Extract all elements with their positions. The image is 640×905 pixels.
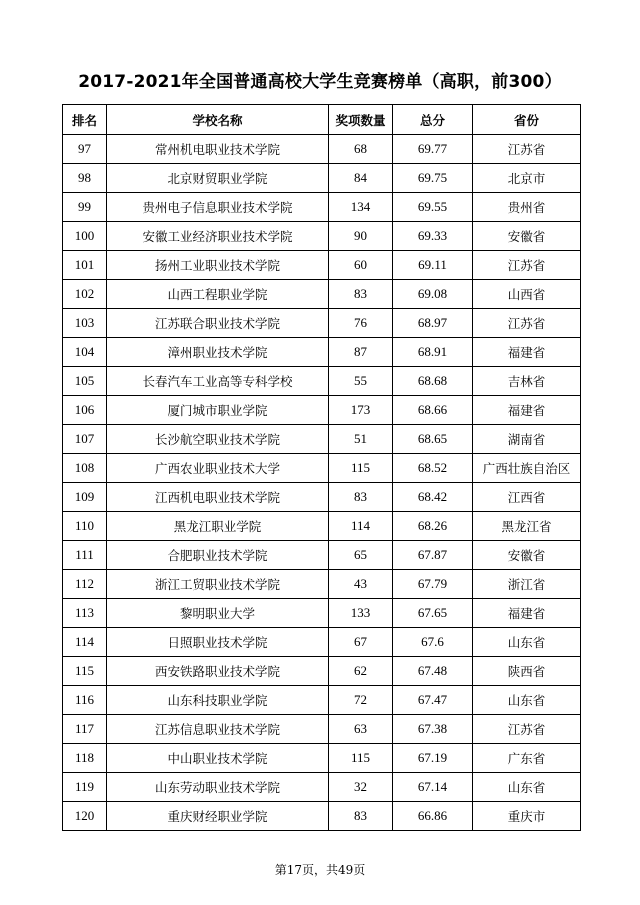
cell-province: 安徽省 [473, 541, 581, 570]
table-row [63, 599, 581, 628]
cell-count: 83 [329, 483, 393, 512]
cell-count: 60 [329, 251, 393, 280]
table-row [63, 280, 581, 309]
cell-province: 北京市 [473, 164, 581, 193]
cell-school: 合肥职业技术学院 [107, 541, 329, 570]
cell-count: 65 [329, 541, 393, 570]
column-header-rank: 排名 [63, 105, 107, 135]
cell-school: 厦门城市职业学院 [107, 396, 329, 425]
table-row [63, 425, 581, 454]
cell-score: 67.48 [393, 657, 473, 686]
table-row [63, 135, 581, 164]
cell-rank: 113 [63, 599, 107, 628]
table-row [63, 715, 581, 744]
table-row [63, 309, 581, 338]
cell-count: 32 [329, 773, 393, 802]
table-row [63, 512, 581, 541]
cell-count: 63 [329, 715, 393, 744]
cell-rank: 104 [63, 338, 107, 367]
cell-rank: 100 [63, 222, 107, 251]
cell-school: 江西机电职业技术学院 [107, 483, 329, 512]
cell-count: 83 [329, 280, 393, 309]
cell-rank: 119 [63, 773, 107, 802]
cell-score: 69.55 [393, 193, 473, 222]
cell-count: 72 [329, 686, 393, 715]
cell-school: 常州机电职业技术学院 [107, 135, 329, 164]
cell-score: 69.77 [393, 135, 473, 164]
cell-school: 长春汽车工业高等专科学校 [107, 367, 329, 396]
cell-rank: 115 [63, 657, 107, 686]
cell-rank: 107 [63, 425, 107, 454]
cell-score: 68.52 [393, 454, 473, 483]
cell-count: 84 [329, 164, 393, 193]
cell-province: 重庆市 [473, 802, 581, 831]
cell-count: 76 [329, 309, 393, 338]
cell-rank: 102 [63, 280, 107, 309]
cell-count: 51 [329, 425, 393, 454]
cell-rank: 105 [63, 367, 107, 396]
cell-count: 90 [329, 222, 393, 251]
cell-school: 西安铁路职业技术学院 [107, 657, 329, 686]
cell-province: 黑龙江省 [473, 512, 581, 541]
cell-count: 68 [329, 135, 393, 164]
cell-school: 日照职业技术学院 [107, 628, 329, 657]
cell-school: 北京财贸职业学院 [107, 164, 329, 193]
cell-rank: 110 [63, 512, 107, 541]
cell-school: 山东劳动职业技术学院 [107, 773, 329, 802]
cell-score: 67.65 [393, 599, 473, 628]
cell-rank: 114 [63, 628, 107, 657]
cell-count: 83 [329, 802, 393, 831]
cell-province: 江西省 [473, 483, 581, 512]
cell-count: 55 [329, 367, 393, 396]
cell-count: 87 [329, 338, 393, 367]
cell-province: 福建省 [473, 396, 581, 425]
table-row [63, 367, 581, 396]
table-row [63, 657, 581, 686]
cell-count: 114 [329, 512, 393, 541]
cell-score: 69.75 [393, 164, 473, 193]
cell-rank: 99 [63, 193, 107, 222]
cell-count: 115 [329, 744, 393, 773]
cell-province: 吉林省 [473, 367, 581, 396]
cell-school: 漳州职业技术学院 [107, 338, 329, 367]
table-row [63, 338, 581, 367]
cell-score: 67.19 [393, 744, 473, 773]
cell-school: 山西工程职业学院 [107, 280, 329, 309]
table-row [63, 541, 581, 570]
ranking-table [62, 104, 581, 831]
cell-province: 安徽省 [473, 222, 581, 251]
cell-province: 福建省 [473, 599, 581, 628]
cell-rank: 103 [63, 309, 107, 338]
cell-school: 安徽工业经济职业技术学院 [107, 222, 329, 251]
cell-rank: 98 [63, 164, 107, 193]
cell-school: 浙江工贸职业技术学院 [107, 570, 329, 599]
table-row [63, 251, 581, 280]
table-row [63, 483, 581, 512]
table-row [63, 222, 581, 251]
cell-school: 广西农业职业技术大学 [107, 454, 329, 483]
cell-school: 扬州工业职业技术学院 [107, 251, 329, 280]
cell-rank: 106 [63, 396, 107, 425]
cell-province: 山东省 [473, 628, 581, 657]
cell-score: 68.97 [393, 309, 473, 338]
cell-count: 43 [329, 570, 393, 599]
cell-province: 山东省 [473, 686, 581, 715]
cell-school: 江苏信息职业技术学院 [107, 715, 329, 744]
cell-school: 贵州电子信息职业技术学院 [107, 193, 329, 222]
cell-score: 69.33 [393, 222, 473, 251]
cell-rank: 109 [63, 483, 107, 512]
cell-rank: 97 [63, 135, 107, 164]
cell-score: 68.26 [393, 512, 473, 541]
cell-score: 67.14 [393, 773, 473, 802]
cell-count: 115 [329, 454, 393, 483]
column-header-count: 奖项数量 [329, 105, 393, 135]
cell-school: 山东科技职业学院 [107, 686, 329, 715]
cell-school: 中山职业技术学院 [107, 744, 329, 773]
cell-rank: 117 [63, 715, 107, 744]
table-header-row [63, 105, 581, 135]
column-header-province: 省份 [473, 105, 581, 135]
cell-province: 福建省 [473, 338, 581, 367]
table-row [63, 628, 581, 657]
cell-province: 浙江省 [473, 570, 581, 599]
table-row [63, 686, 581, 715]
cell-score: 68.66 [393, 396, 473, 425]
cell-school: 黎明职业大学 [107, 599, 329, 628]
cell-province: 广西壮族自治区 [473, 454, 581, 483]
table-row [63, 773, 581, 802]
cell-count: 173 [329, 396, 393, 425]
cell-school: 重庆财经职业学院 [107, 802, 329, 831]
page-title: 2017-2021年全国普通高校大学生竞赛榜单（高职，前300） [78, 72, 562, 92]
column-header-score: 总分 [393, 105, 473, 135]
cell-province: 陕西省 [473, 657, 581, 686]
cell-province: 山东省 [473, 773, 581, 802]
cell-score: 67.6 [393, 628, 473, 657]
cell-rank: 118 [63, 744, 107, 773]
cell-rank: 112 [63, 570, 107, 599]
cell-score: 68.91 [393, 338, 473, 367]
cell-province: 贵州省 [473, 193, 581, 222]
cell-count: 67 [329, 628, 393, 657]
cell-count: 133 [329, 599, 393, 628]
cell-count: 134 [329, 193, 393, 222]
cell-rank: 101 [63, 251, 107, 280]
table-body [63, 135, 581, 831]
cell-school: 长沙航空职业技术学院 [107, 425, 329, 454]
cell-rank: 120 [63, 802, 107, 831]
cell-score: 67.79 [393, 570, 473, 599]
cell-score: 67.47 [393, 686, 473, 715]
table-row [63, 193, 581, 222]
cell-province: 山西省 [473, 280, 581, 309]
cell-score: 69.11 [393, 251, 473, 280]
cell-province: 江苏省 [473, 135, 581, 164]
cell-province: 江苏省 [473, 715, 581, 744]
cell-rank: 116 [63, 686, 107, 715]
cell-score: 68.42 [393, 483, 473, 512]
cell-school: 黑龙江职业学院 [107, 512, 329, 541]
table-row [63, 164, 581, 193]
cell-province: 湖南省 [473, 425, 581, 454]
cell-province: 广东省 [473, 744, 581, 773]
table-row [63, 454, 581, 483]
cell-score: 68.65 [393, 425, 473, 454]
cell-count: 62 [329, 657, 393, 686]
cell-rank: 108 [63, 454, 107, 483]
cell-rank: 111 [63, 541, 107, 570]
column-header-school: 学校名称 [107, 105, 329, 135]
cell-score: 66.86 [393, 802, 473, 831]
cell-school: 江苏联合职业技术学院 [107, 309, 329, 338]
table-row [63, 570, 581, 599]
cell-score: 67.87 [393, 541, 473, 570]
page-footer: 第17页，共49页 [274, 863, 366, 877]
table-row [63, 744, 581, 773]
cell-score: 67.38 [393, 715, 473, 744]
cell-score: 68.68 [393, 367, 473, 396]
table-row [63, 802, 581, 831]
table-row [63, 396, 581, 425]
cell-score: 69.08 [393, 280, 473, 309]
cell-province: 江苏省 [473, 251, 581, 280]
cell-province: 江苏省 [473, 309, 581, 338]
